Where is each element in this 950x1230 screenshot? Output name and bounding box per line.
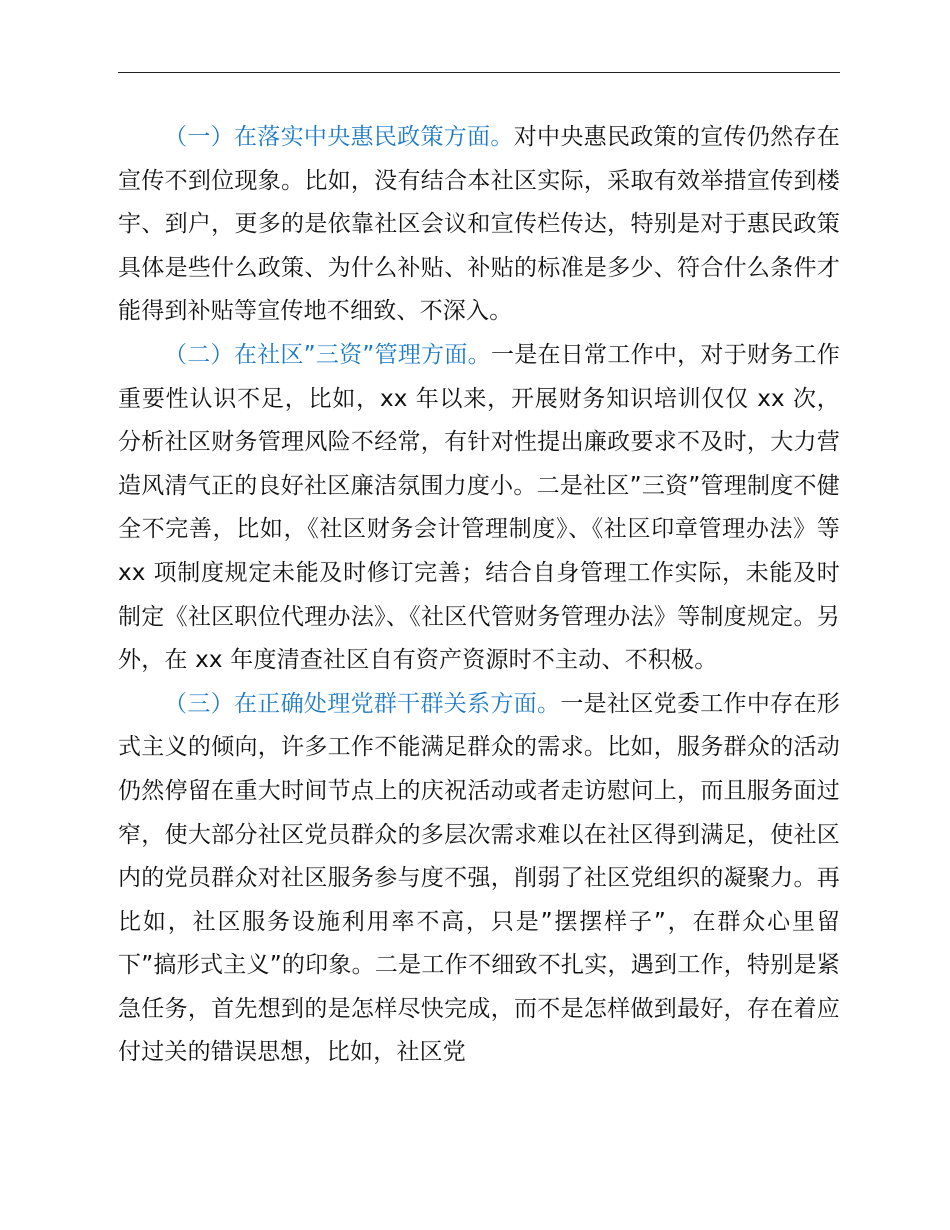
paragraph-3-heading: （三）在正确处理党群干群关系方面。 (164, 690, 561, 717)
paragraph-1 (118, 116, 840, 334)
paragraph-2-heading: （二）在社区”三资”管理方面。 (164, 341, 491, 368)
paragraph-3 (118, 683, 840, 1075)
paragraph-3-body: 一是社区党委工作中存在形式主义的倾向，许多工作不能满足群众的需求。比如，服务群众的活动仍然停留在重大时间节点上的庆祝活动或者走访慰问上，而且服务面过窄，使大部分社区党员群众的多层次需求难以在社区得到满足，使社区内的党员群众对社区服务参与度不强，削弱了社区党组织的凝聚力。再比如，社区服务设施利用率不高，只是”摆摆样子”，在群众心里留下”搞形式主义”的印象。二是工作不细致不扎实，遇到工作，特别是紧急任务，首先想到的是怎样尽快完成，而不是怎样做到最好，存在着应付过关的错误思想，比如，社区党 (118, 690, 840, 1066)
header-rule (118, 72, 840, 73)
paragraph-2-body: 一是在日常工作中，对于财务工作重要性认识不足，比如，xx 年以来，开展财务知识培训仅仅 xx 次，分析社区财务管理风险不经常，有针对性提出廉政要求不及时，大力营造风清气正的良好社区廉洁氛围力度小。二是社区”三资”管理制度不健全不完善，比如，《社区财务会计管理制度》、《社区印章管理办法》等 xx 项制度规定未能及时修订完善；结合自身管理工作实际，未能及时制定《社区职位代理办法》、《社区代管财务管理办法》等制度规定。另外，在 xx 年度清查社区自有资产资源时不主动、不积极。 (118, 341, 840, 674)
document-body (118, 116, 840, 1075)
paragraph-1-heading: （一）在落实中央惠民政策方面。 (164, 124, 514, 150)
paragraph-2 (118, 334, 840, 683)
paragraph-1-body: 对中央惠民政策的宣传仍然存在宣传不到位现象。比如，没有结合本社区实际，采取有效举措宣传到楼宇、到户，更多的是依靠社区会议和宣传栏传达，特别是对于惠民政策具体是些什么政策、为什么补贴、补贴的标准是多少、符合什么条件才能得到补贴等宣传地不细致、不深入。 (118, 124, 840, 325)
